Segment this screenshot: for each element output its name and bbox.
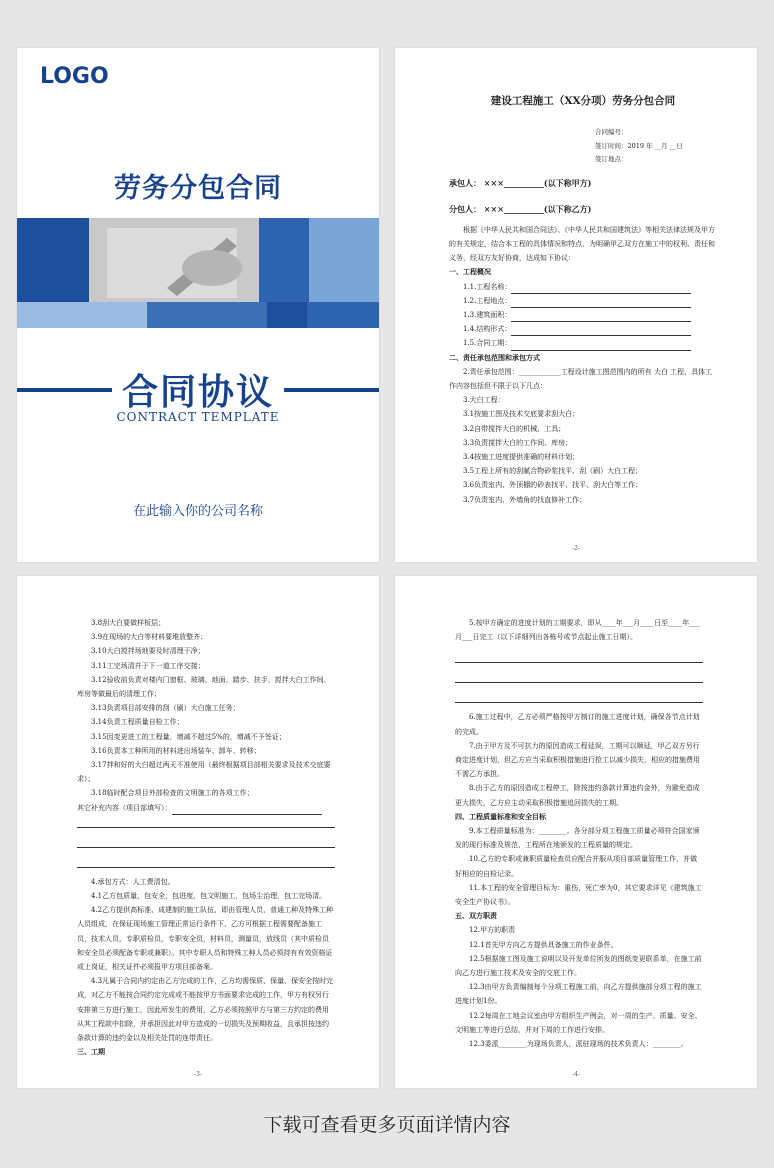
line-3-16: 3.16负责本工种所用的材料进出场装车、卸车、转移； <box>91 746 261 755</box>
item-3-1: 3.1按施工图及技术交底要求刮大白； <box>463 410 580 419</box>
party-a: 承包人： ×××__________(以下称甲方) <box>449 177 592 188</box>
line-3-17: 3.17拌和好的大白超过两天不准使用（最终根据项目部相关要求及技术交底要求）； <box>77 761 331 784</box>
line-9: 9.本工程质量标准为：________。各分部分项工程施工质量必须符合国家颁发的现行标准及规范、工程所在地颁发的工程质量的规定。 <box>455 827 700 850</box>
blank-line <box>77 815 335 828</box>
line-3-14: 3.14负责工程质量自检工作； <box>91 718 184 727</box>
line-12-1: 12.1首先甲方向乙方提供具备施工的作业条件。 <box>469 940 618 949</box>
cover-page <box>17 48 379 562</box>
blank-line <box>455 690 703 703</box>
item-1-2: 1.2.工程地点： <box>463 294 717 308</box>
section-3-heading: 三、工期 <box>77 1047 105 1057</box>
item-1-1: 1.1.工程名称： <box>463 280 717 294</box>
item-3: 3.大白工程： <box>463 396 505 405</box>
line-10: 10.乙方的专职或兼职质量检查员应配合并服从项目部质量管理工作，并做好相应的自检记录。 <box>455 855 698 878</box>
contract-subtitle: CONTRACT TEMPLATE <box>116 410 280 424</box>
cover-title: 劳务分包合同 <box>114 173 282 204</box>
sign-place: 签订地点： <box>595 155 628 164</box>
line-4-2: 4.2乙方提供高标准、成建制的施工队伍，即由管理人员、普通工种及特殊工种人员组成，在保证现场施工管理正常运行条件下，乙方可根据工程需要配备施工员，技术人员，专职质检员，专职安全员，材料员，测量员，放线员（其中质检员和安全员必须配备专职或兼职）。其中专职人员和特殊工种人员必须持有有效资格证或上岗证，相关证件必须报甲方项目部备案。 <box>77 906 334 972</box>
line-4-1: 4.1乙方包质量，包安全，包进度，包文明施工，包场尘治理，包工完场清。 <box>91 892 327 901</box>
line-12-2: 12.2每周在工地会议室由甲方组织生产例会，对一周的生产、质量、安全、文明施工等进行总结，并对下周的工作进行安排。 <box>455 1011 702 1034</box>
line-3-18: 3.18临时配合项目外部检查的文明施工的各项工作； <box>91 789 254 798</box>
item-3-4: 3.4按施工进度提供准确的材料计划； <box>463 452 580 461</box>
line-3-11: 3.11工完场清并于下一道工序交接； <box>91 661 205 670</box>
line-11: 11.本工程的安全管理目标为：重伤、死亡率为0，其它要求详见《建筑施工安全生产协议书》。 <box>455 883 702 907</box>
line-8: 8.由于乙方的原因造成工程停工，除按违约条款计算违约金外，为避免造成更大损失，乙方应主动采取积极措施追回损失的工期。 <box>455 784 700 807</box>
line-6: 6.施工过程中，乙方必须严格按甲方制订的施工进度计划，确保各节点计划的完成。 <box>455 713 700 736</box>
line-3-9: 3.9在现场的大白等材料要堆放整齐； <box>91 633 208 642</box>
cover-image-band <box>17 218 379 328</box>
download-caption[interactable]: 下载可查看更多页面详情内容 <box>263 1114 511 1136</box>
party-b: 分包人： ×××__________(以下称乙方) <box>449 203 592 214</box>
item-3-5: 3.5工程上所有的刮腻合物砂浆找平、刮（刷）大白工程； <box>463 467 643 476</box>
line-12-3a: 12.3由甲方负责编制每个分项工程施工前，向乙方提供施部分项工程的施工进度计划1份。 <box>455 983 702 1006</box>
line-3-13: 3.13负责项目部安排的刮（刷）大白施工任务； <box>91 704 240 713</box>
page-number: -2- <box>572 545 580 552</box>
page-number: -4- <box>572 1071 580 1078</box>
section-2-heading: 二、责任承包范围和承包方式 <box>449 352 540 362</box>
line-3-15: 3.15因变更进工的工程量，增减不超过5%的，增减不予签证； <box>91 732 286 741</box>
line-3-12: 3.12验收前负责对楼内门窗框、玻璃、地面、踏步、扶手、搅拌大白工作间、库房等做最后的清理工作； <box>77 675 331 699</box>
section-5-heading: 五、双方职责 <box>455 911 497 921</box>
other-supplement-label: 其它补充内容（项目部填写）： <box>77 801 335 815</box>
item-3-7: 3.7负责室内、外墙角的找直修补工作； <box>463 495 587 504</box>
item-2: 2.责任承包范围：____________工程设计施工图范围内的所有 大白 工程，具体工作内容包括但不限于以下几点： <box>449 367 713 390</box>
document-page-4 <box>395 576 757 1088</box>
contract-number: 合同编号： <box>595 128 628 137</box>
blank-line <box>77 835 335 848</box>
company-name: 在此输入你的公司名称 <box>132 504 263 519</box>
document-title: 建设工程施工（XX分项）劳务分包合同 <box>490 95 676 107</box>
item-1-5: 1.5.合同工期： <box>463 336 717 350</box>
line-12-3b: 12.3委派________为现场负责人，派驻现场的技术负责人：________。 <box>469 1040 688 1049</box>
line-3-10: 3.10大白搅拌场地要及时清理干净； <box>91 647 205 656</box>
line-7: 7.由于甲方及不可抗力的原因造成工程延误，工期可以顺延，甲乙双方另行商定进度计划，但乙方应当采取积极措施进行抢工以减少损失，相应的措施费用不需乙方承担。 <box>455 741 700 779</box>
page-number: -3- <box>194 1071 202 1078</box>
item-1-4: 1.4.结构形式： <box>463 322 717 336</box>
section-4-heading: 四、工程质量标准和安全目标 <box>455 811 546 821</box>
line-5: 5.按甲方确定的进度计划的工期要求，即从____年___月____日至____年___月___日完工（以下详细列出各栋号或节点起止施工日期）。 <box>455 619 700 642</box>
item-3-3: 3.3负责搅拌大白的工作间、库房； <box>463 438 573 447</box>
blank-line <box>455 650 703 663</box>
line-3-8: 3.8刮大白要做样板层； <box>91 619 166 627</box>
line-12: 12.甲方的职责 <box>469 926 516 935</box>
document-page-3 <box>17 576 379 1088</box>
sign-date: 签订时间：2019 年 __月 __日 <box>595 141 683 150</box>
blank-line <box>77 855 335 868</box>
line-12-5: 12.5根据施工图及施工说明以及开发单位所发的图纸变更联系单，在施工前向乙方进行施工技术及安全的交底工作。 <box>455 954 702 978</box>
section-1-heading: 一、工程概况 <box>449 267 491 277</box>
contract-title: 合同协议 <box>121 372 274 413</box>
logo: LOGO <box>40 64 109 89</box>
line-4-3: 4.3凡属于合同内约定由乙方完成的工作，乙方均需保质、保量、保安全按时完成，对乙方不能按合同约定完成或不能按甲方书面要求完成的工作，甲方有权另行安排第三方进行施工，因此所发生的费用，乙方必须按照甲方与第三方约定的费用从其工程款中扣除，并承担因此对甲方造成的一切损失及预期收益，且承担按违约条款计算的违约金以及相关处罚的连带责任。 <box>77 977 334 1043</box>
document-page-2 <box>395 48 757 562</box>
blank-line <box>455 670 703 683</box>
intro-paragraph: 根据《中华人民共和国合同法》、《中华人民共和国建筑法》等相关法律法规及甲方的有关规定，结合本工程的具体情况和特点，为明确甲乙双方在施工中的权利、责任和义务，经双方友好协商，达成如下协议： <box>449 225 715 263</box>
line-4: 4.承包方式：人工费清包。 <box>91 877 175 886</box>
item-1-3: 1.3.建筑面积： <box>463 308 717 322</box>
item-3-2: 3.2自带搅拌大白的机械、工具； <box>463 424 566 433</box>
item-3-6: 3.6负责室内、外顶棚的砂表找平、找平、刮大白等工作； <box>463 481 643 490</box>
